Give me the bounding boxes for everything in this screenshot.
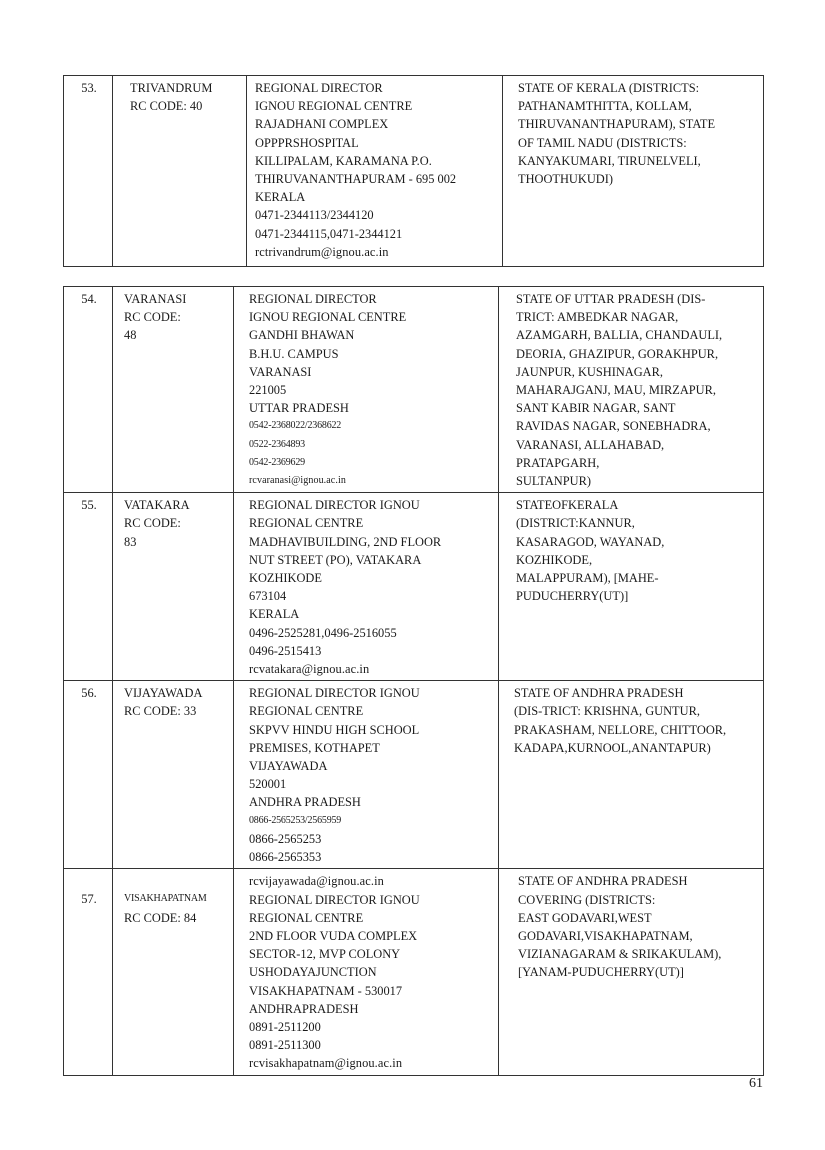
jurisdiction-cell xyxy=(503,76,764,267)
address-cell xyxy=(234,287,499,493)
jurisdiction-line: STATE OF KERALA (DISTRICTS: xyxy=(518,81,700,95)
phone-line: 0891-2511300 xyxy=(249,1038,321,1053)
jurisdiction-line: RAVIDAS NAGAR, SONEBHADRA, xyxy=(516,419,711,434)
email-link[interactable]: rcvisakhapatnam@ignou.ac.in xyxy=(249,1056,403,1071)
jurisdiction-line: KADAPA,KURNOOL,ANANTAPUR) xyxy=(514,740,711,755)
jurisdiction-line: STATEOFKERALA xyxy=(516,498,619,513)
serial-number: 54. xyxy=(64,287,113,493)
table-row xyxy=(64,76,764,267)
centre-cell xyxy=(113,76,247,267)
jurisdiction-line: KOZHIKODE, xyxy=(516,552,593,567)
rc-code-number: 48 xyxy=(124,328,137,343)
jurisdiction-line: VIZIANAGARAM & SRIKAKULAM), xyxy=(518,947,722,962)
address-line: REGIONAL CENTRE xyxy=(249,704,364,719)
centre-cell xyxy=(113,869,234,1075)
serial-number: 57. xyxy=(64,869,113,1075)
jurisdiction-line: STATE OF UTTAR PRADESH (DIS- xyxy=(516,292,706,306)
table-row xyxy=(64,493,764,681)
rc-code: RC CODE: 33 xyxy=(124,704,197,719)
address-cell xyxy=(247,76,503,267)
address-line: REGIONAL DIRECTOR IGNOU xyxy=(249,892,420,907)
jurisdiction-line: TRICT: AMBEDKAR NAGAR, xyxy=(516,310,679,325)
jurisdiction-line: THIRUVANANTHAPURAM), STATE xyxy=(518,117,716,132)
address-line: IGNOU REGIONAL CENTRE xyxy=(255,99,413,114)
regional-centre-table-2 xyxy=(63,286,764,1076)
centre-cell xyxy=(113,681,234,869)
jurisdiction-line: STATE OF ANDHRA PRADESH xyxy=(514,686,684,701)
centre-name: VISAKHAPATNAM xyxy=(124,893,207,905)
address-line: IGNOU REGIONAL CENTRE xyxy=(249,310,407,325)
email-link[interactable]: rcvijayawada@ignou.ac.in xyxy=(249,874,384,889)
jurisdiction-line: MALAPPURAM), [MAHE- xyxy=(516,571,659,586)
jurisdiction-line: PUDUCHERRY(UT)] xyxy=(516,589,629,604)
centre-name: VIJAYAWADA xyxy=(124,686,203,701)
jurisdiction-cell xyxy=(499,681,764,869)
serial-number: 53. xyxy=(64,76,113,267)
address-line: VIJAYAWADA xyxy=(249,759,328,774)
jurisdiction-line: STATE OF ANDHRA PRADESH xyxy=(518,874,688,889)
address-line: ANDHRA PRADESH xyxy=(249,795,361,810)
jurisdiction-cell xyxy=(499,287,764,493)
serial-number: 55. xyxy=(64,493,113,681)
jurisdiction-line: [YANAM-PUDUCHERRY(UT)] xyxy=(518,965,684,980)
table-row xyxy=(64,869,764,1075)
page-number: 61 xyxy=(749,1076,763,1091)
jurisdiction-line: PRAKASHAM, NELLORE, CHITTOOR, xyxy=(514,722,727,737)
rc-code: RC CODE: xyxy=(124,516,181,531)
rc-code: RC CODE: 40 xyxy=(130,99,203,114)
jurisdiction-line: GODAVARI,VISAKHAPATNAM, xyxy=(518,928,693,943)
address-line: REGIONAL DIRECTOR xyxy=(249,292,377,306)
address-line: VARANASI xyxy=(249,364,312,379)
jurisdiction-line: SULTANPUR) xyxy=(516,474,591,489)
serial-number: 56. xyxy=(64,681,113,869)
jurisdiction-line: JAUNPUR, KUSHINAGAR, xyxy=(516,364,663,379)
rc-code-number: 83 xyxy=(124,534,137,549)
jurisdiction-line: PRATAPGARH, xyxy=(516,455,600,470)
address-line: REGIONAL CENTRE xyxy=(249,516,364,531)
address-line: B.H.U. CAMPUS xyxy=(249,346,339,361)
address-line: GANDHI BHAWAN xyxy=(249,328,355,343)
phone-line: 0471-2344113/2344120 xyxy=(255,208,374,223)
phone-line: 0891-2511200 xyxy=(249,1019,321,1034)
address-line: OPPPRSHOSPITAL xyxy=(255,135,359,150)
centre-cell xyxy=(113,287,234,493)
jurisdiction-line: THOOTHUKUDI) xyxy=(518,172,613,187)
table-row xyxy=(64,681,764,869)
address-line: KILLIPALAM, KARAMANA P.O. xyxy=(255,153,432,168)
address-line: REGIONAL DIRECTOR IGNOU xyxy=(249,686,420,701)
email-link[interactable]: rcvatakara@ignou.ac.in xyxy=(249,662,370,677)
jurisdiction-line: (DISTRICT:KANNUR, xyxy=(516,516,635,531)
phone-line: 0542-2368022/2368622 xyxy=(249,420,342,432)
jurisdiction-line: VARANASI, ALLAHABAD, xyxy=(516,437,665,452)
jurisdiction-line: KANYAKUMARI, TIRUNELVELI, xyxy=(518,153,701,168)
centre-name: VARANASI xyxy=(124,292,187,306)
phone-line: 0496-2525281,0496-2516055 xyxy=(249,625,397,640)
address-line: 520001 xyxy=(249,777,287,792)
address-line: SECTOR-12, MVP COLONY xyxy=(249,947,401,962)
jurisdiction-cell xyxy=(499,869,764,1075)
jurisdiction-cell xyxy=(499,493,764,681)
address-line: 2ND FLOOR VUDA COMPLEX xyxy=(249,928,418,943)
regional-centre-table-1 xyxy=(63,75,764,267)
jurisdiction-line: MAHARAJGANJ, MAU, MIRZAPUR, xyxy=(516,383,716,398)
phone-line: 0496-2515413 xyxy=(249,643,322,658)
jurisdiction-line: DEORIA, GHAZIPUR, GORAKHPUR, xyxy=(516,346,719,361)
jurisdiction-line: EAST GODAVARI,WEST xyxy=(518,910,652,925)
address-line: KERALA xyxy=(249,607,300,622)
address-line: NUT STREET (PO), VATAKARA xyxy=(249,552,422,567)
jurisdiction-line: COVERING (DISTRICTS: xyxy=(518,892,656,907)
jurisdiction-line: (DIS-TRICT: KRISHNA, GUNTUR, xyxy=(514,704,700,719)
address-line: KOZHIKODE xyxy=(249,571,322,586)
table-row xyxy=(64,287,764,493)
centre-name: TRIVANDRUM xyxy=(130,81,213,95)
address-line: 221005 xyxy=(249,383,287,398)
phone-line: 0471-2344115,0471-2344121 xyxy=(255,226,403,241)
phone-line: 0866-2565253/2565959 xyxy=(249,814,342,826)
jurisdiction-line: KASARAGOD, WAYANAD, xyxy=(516,534,665,549)
phone-line: 0866-2565353 xyxy=(249,850,322,865)
address-line: VISAKHAPATNAM - 530017 xyxy=(249,983,403,998)
address-line: USHODAYAJUNCTION xyxy=(249,965,377,980)
phone-line: 0542-2369629 xyxy=(249,456,305,468)
rc-code: RC CODE: 84 xyxy=(124,910,197,925)
address-line: THIRUVANANTHAPURAM - 695 002 xyxy=(255,172,457,187)
centre-name: VATAKARA xyxy=(124,498,190,513)
address-line: RAJADHANI COMPLEX xyxy=(255,117,389,132)
address-cell xyxy=(234,493,499,681)
phone-line: 0522-2364893 xyxy=(249,438,305,450)
rc-code: RC CODE: xyxy=(124,310,181,325)
phone-line: 0866-2565253 xyxy=(249,831,322,846)
jurisdiction-line: SANT KABIR NAGAR, SANT xyxy=(516,401,676,416)
jurisdiction-line: PATHANAMTHITTA, KOLLAM, xyxy=(518,99,692,114)
jurisdiction-line: OF TAMIL NADU (DISTRICTS: xyxy=(518,135,687,150)
address-line: MADHAVIBUILDING, 2ND FLOOR xyxy=(249,534,442,549)
email-link[interactable]: rctrivandrum@ignou.ac.in xyxy=(255,244,389,259)
address-line: UTTAR PRADESH xyxy=(249,401,349,416)
address-line: 673104 xyxy=(249,589,287,604)
address-cell xyxy=(234,681,499,869)
jurisdiction-line: AZAMGARH, BALLIA, CHANDAULI, xyxy=(516,328,723,343)
address-cell xyxy=(234,869,499,1075)
address-line: PREMISES, KOTHAPET xyxy=(249,740,380,755)
centre-cell xyxy=(113,493,234,681)
address-line: REGIONAL DIRECTOR xyxy=(255,81,383,95)
address-line: KERALA xyxy=(255,190,306,205)
address-line: REGIONAL CENTRE xyxy=(249,910,364,925)
email-link[interactable]: rcvaranasi@ignou.ac.in xyxy=(249,475,346,487)
address-line: SKPVV HINDU HIGH SCHOOL xyxy=(249,722,420,737)
address-line: REGIONAL DIRECTOR IGNOU xyxy=(249,498,420,513)
address-line: ANDHRAPRADESH xyxy=(249,1001,359,1016)
